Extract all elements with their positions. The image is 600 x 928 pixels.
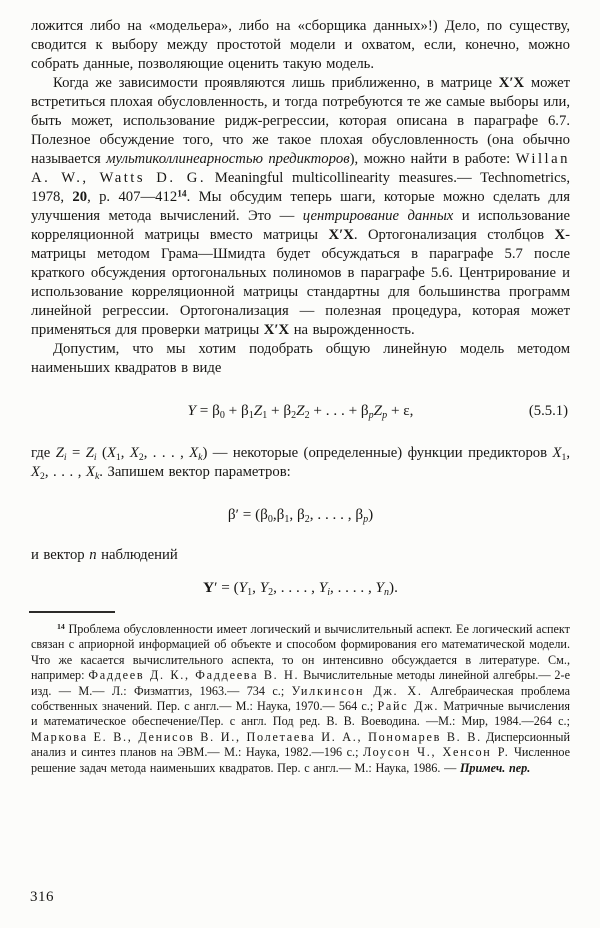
equation-y-vector xyxy=(31,578,570,598)
paragraph-3: Допустим, что мы хотим подобрать общую линейную модель методом наименьших квадратов в виде xyxy=(31,341,570,376)
equation-number: (5.5.1) xyxy=(528,403,568,419)
paragraph-2: Когда же зависимости проявляются лишь приближенно, в матрице X′X может встретиться плохая обусловленность, и тогда потребуются те же самые выборы или, быть может, использование ридж-регрессии, которая описана в параграфе 6.7. Полезное обсуждение того, что же такое плохая обусловленность (она обычно называется мультиколлинеарностью предикторов), можно найти в работе: Willan A. W., Watts D. G. Meaningful multicollinearity measures.— Technometrics, 1978, 20, p. $407—412^{14}$. Мы обсудим теперь шаги, которые можно сделать для улучшения метода вычислений. Это — центрирование данных и использование корреляционной матрицы вместо матрицы X′X. Ортогонализация столбцов X-матрицы методом Грама—Шмидта будет обсуждаться в параграфе 5.7 после краткого обсуждения ортогональных полиномов в параграфе 5.6. Центрирование и использование корреляционной матрицы стандартны для большинства программ линейной регрессии. Ортогонализация — полезная процедура, которая может применяться для проверки матрицы X′X на вырожденность. xyxy=(31,75,571,338)
paragraph-4: где Zi = Zi (X1, X2, . . . , Xk) — некоторые (определенные) функции предикторов X1, X2, . . . , Xk. Запишем вектор параметров: xyxy=(31,445,570,482)
equation-5-5-1 xyxy=(31,401,570,421)
footnote-separator xyxy=(29,611,115,613)
equation-formula: Y′ = (Y1, Y2, . . . . , Yi, . . . . , Yn). xyxy=(203,579,398,598)
equation-formula: Y = β0 + β1Z1 + β2Z2 + . . . + βpZp + ε, xyxy=(187,402,414,421)
paragraph-5: и вектор n наблюдений xyxy=(31,547,178,563)
footnote-14: $^{14}$ Проблема обусловленности имеет логический и вычислительный аспект. Ее логический аспект связан с априорной информацией об объекте и способом формирования его математической модели. Что же касается вычислительного аспекта, то он интенсивно обсуждается в литературе. См., например: Фаддеев Д. К., Фаддеева В. Н. Вычислительные методы линейной алгебры.— 2-е изд. — М.— Л.: Физматгиз, 1963.— 734 с.; Уилкинсон Дж. Х. Алгебраическая проблема собственных значений. Пер. с англ.— М.: Наука, 1970.— 564 с.; Райс Дж. Матричные вычисления и математическое обеспечение/Пер. с англ. Под ред. В. В. Воеводина. —М.: Мир, 1984.—264 с.; Маркова Е. В., Денисов В. И., Полетаева И. А., Пономарев В. В. Дисперсионный анализ и синтез планов на ЭВМ.— М.: Наука, 1982.—196 с.; Лоусон Ч., Хенсон Р. Численное решение задач метода наименьших квадратов. Пер. с англ.— М.: Наука, 1986. — Примеч. пер. xyxy=(31,622,570,775)
paragraph-1: ложится либо на «модельера», либо на «сборщика данных»!) Дело, по существу, сводится к выбору между простотой модели и охватом, если, конечно, можно собрать данные, позволяющие оценить такую модель. xyxy=(31,18,570,72)
main-text-block xyxy=(31,17,570,598)
equation-beta-vector xyxy=(31,505,570,525)
page-number: 316 xyxy=(30,889,54,905)
equation-formula: β′ = (β0,β1, β2, . . . . , βp) xyxy=(227,506,374,525)
